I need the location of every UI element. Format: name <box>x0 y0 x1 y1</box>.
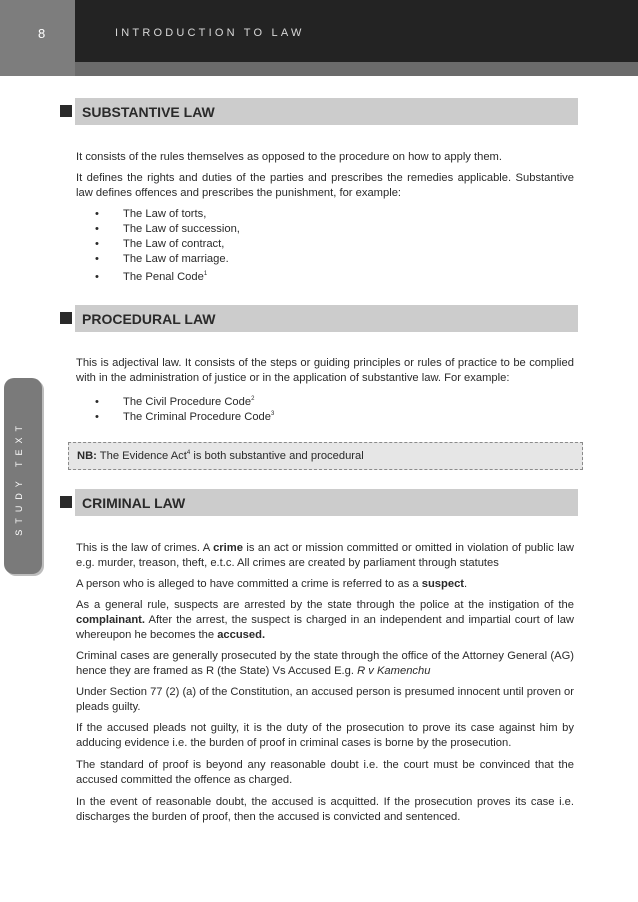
header-strip <box>75 62 638 76</box>
list-item: • The Civil Procedure Code$^2$ <box>95 396 255 408</box>
paragraph: The standard of proof is beyond any reasonable doubt i.e. the court must be convinced that the accused committed the offence as charged. <box>76 759 574 786</box>
section-heading-procedural <box>60 305 578 332</box>
heading-square-icon <box>60 105 72 117</box>
paragraph: Criminal cases are generally prosecuted by the state through the office of the Attorney General (AG) hence they are framed as R (the State) Vs Accused E.g. R v Kamenchu <box>76 650 574 677</box>
paragraph: If the accused pleads not guilty, it is the duty of the prosecution to prove its case against him by adducing evidence i.e. the burden of proof in criminal cases is borne by the prosecution. <box>76 722 574 749</box>
section-heading-criminal <box>60 489 578 516</box>
header-bar <box>0 0 638 62</box>
list-item: • The Law of torts, <box>95 208 207 220</box>
paragraph: In the event of reasonable doubt, the accused is acquitted. If the prosecution proves its case i.e. discharges the burden of proof, then the accused is convicted and sentenced. <box>76 796 574 823</box>
list-item: • The Law of contract, <box>95 238 225 250</box>
paragraph: As a general rule, suspects are arrested by the state through the police at the instigation of the complainant. After the arrest, the suspect is charged in an independent and impartial court of law whereupon he becomes the accused. <box>76 599 574 641</box>
footnote-ref: 1 <box>203 271 208 277</box>
study-text-label: STUDY TEXT <box>14 420 24 536</box>
paragraph: It consists of the rules themselves as opposed to the procedure on how to apply them. <box>76 151 502 163</box>
paragraph: A person who is alleged to have committed a crime is referred to as a suspect. <box>76 578 468 590</box>
paragraph: It defines the rights and duties of the parties and prescribes the remedies applicable. Substantive law defines offences and prescribes the punishment, for example: <box>76 172 574 199</box>
section-heading-substantive <box>60 98 578 125</box>
heading-text: SUBSTANTIVE LAW <box>82 104 215 120</box>
heading-text: CRIMINAL LAW <box>82 495 186 511</box>
paragraph: Under Section 77 (2) (a) of the Constitution, an accused person is presumed innocent until proven or pleads guilty. <box>76 686 574 713</box>
running-title: INTRODUCTION TO LAW <box>115 27 305 39</box>
paragraph: This is the law of crimes. A crime is an act or mission committed or omitted in violation of public law e.g. murder, treason, theft, e.t.c. All crimes are created by parliament through statutes <box>76 542 574 569</box>
paragraph: This is adjectival law. It consists of the steps or guiding principles or rules of practice to be complied with in the administration of justice or in the application of substantive law. For example: <box>76 357 574 384</box>
list-item: • The Law of succession, <box>95 223 240 235</box>
list-item: • The Penal Code$^1$ <box>95 271 208 283</box>
heading-square-icon <box>60 496 72 508</box>
heading-text: PROCEDURAL LAW <box>82 311 216 327</box>
note-box: NB: The Evidence Act$^4$ is both substantive and procedural <box>68 442 583 470</box>
list-item: • The Law of marriage. <box>95 253 229 265</box>
page-number: 8 <box>38 26 46 41</box>
note-label: NB: <box>77 450 97 462</box>
heading-square-icon <box>60 312 72 324</box>
list-item: • The Criminal Procedure Code$^3$ <box>95 411 275 423</box>
